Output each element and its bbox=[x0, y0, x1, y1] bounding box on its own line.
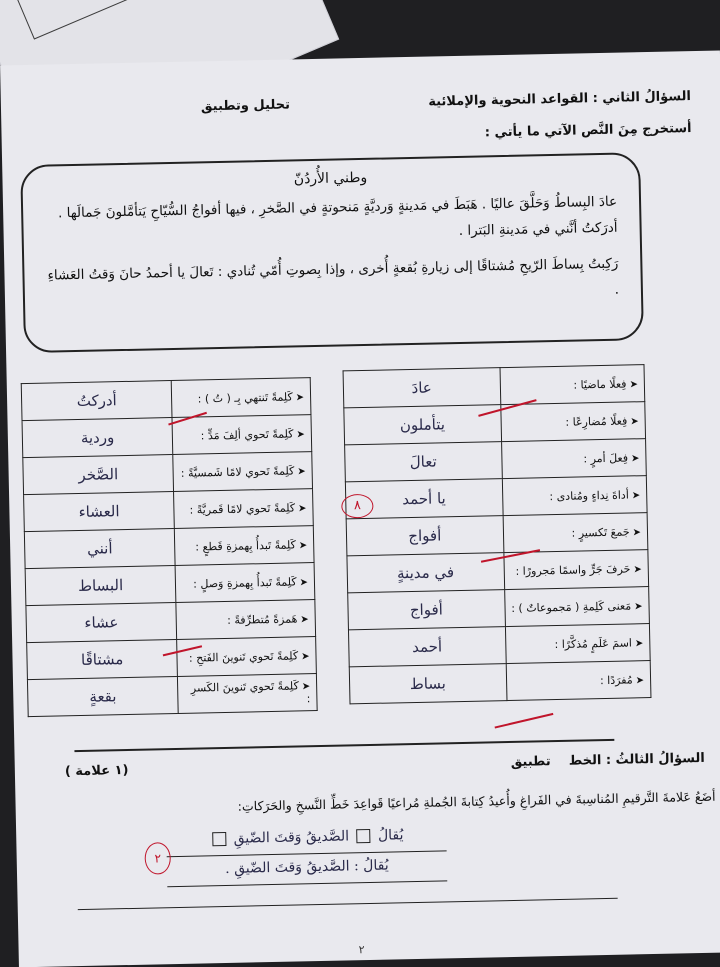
arrow-icon: ➤ bbox=[631, 489, 641, 501]
arrow-icon: ➤ bbox=[634, 600, 643, 612]
prompt-label: حَرفَ جَرٍّ واسمًا مَجرورًا : bbox=[515, 561, 631, 578]
arrow-icon: ➤ bbox=[630, 415, 639, 427]
answer-cell: يتأملون bbox=[344, 405, 501, 445]
prompt-label: مَعنى كَلِمةِ ( مَجموعاتٌ ) : bbox=[511, 598, 632, 615]
arrow-icon: ➤ bbox=[297, 465, 306, 477]
left-answer-table bbox=[21, 377, 318, 717]
arrow-icon: ➤ bbox=[633, 563, 642, 575]
passage-paragraph-1: عادَ البِساطُ وَحَلَّقَ عاليًا . هَبَطَ في مَدينةٍ وَرديَّةٍ مَنحوتةٍ في الصَّخرِ ، فيها أفواجُ السُّيّاحِ يَتأمَّلونَ جَمالَها . أدرَكتُ أنَّني في مَدينةِ البَترا . bbox=[57, 193, 618, 239]
answer-cell: بساط bbox=[349, 664, 506, 704]
answer-cell: أنني bbox=[24, 528, 175, 568]
answer-cell: وردية bbox=[22, 418, 173, 458]
page-number: ٢ bbox=[358, 943, 365, 957]
answer-cell: الصَّخر bbox=[23, 455, 174, 495]
table-row bbox=[21, 378, 311, 421]
prompt-label: فِعلًا مُضارِعًا : bbox=[565, 413, 628, 429]
answer-cell: مشتاقًا bbox=[27, 639, 178, 679]
q3-grade-mark: ٢ bbox=[144, 842, 171, 875]
table-row bbox=[343, 365, 645, 408]
arrow-icon: ➤ bbox=[630, 452, 640, 464]
answer-cell: عشاء bbox=[26, 602, 177, 642]
right-answer-table bbox=[343, 364, 652, 704]
q2-title: السؤالُ الثاني : القواعد النحوية والإملائية bbox=[428, 89, 692, 110]
q3-title: السؤالُ الثالثُ : الخط bbox=[568, 750, 705, 769]
q3-header bbox=[55, 750, 705, 780]
worksheet-page bbox=[0, 50, 720, 967]
answer-cell: في مدينةٍ bbox=[347, 553, 504, 593]
table-row bbox=[24, 526, 314, 569]
q3-mark: (١ علامة ) bbox=[64, 763, 129, 780]
q3-word-2: الصَّديقُ وَقتَ الضّيقِ bbox=[233, 828, 350, 847]
prompt-label: أداةَ نِداءٍ ومُنادى : bbox=[549, 487, 629, 503]
passage-paragraph-2: رَكِبتُ بِساطَ الرّيحِ مُشتاقًا إلى زيارةِ بُقعةٍ أُخرى ، وإذا بِصوتِ أُمّي تُنادي : تَعالَ يا أحمدُ حانَ وَقتُ العَشاءِ . bbox=[47, 255, 620, 298]
arrow-icon: ➤ bbox=[301, 650, 310, 662]
answer-cell: العشاء bbox=[24, 491, 175, 531]
prompt-label: كَلِمةً تَبدأُ بِهمزةِ وَصلٍ : bbox=[193, 574, 297, 591]
prompt-label: كَلِمةً تَحوي تَنوينَ الكَسرِ : bbox=[190, 679, 311, 706]
blank-box-icon bbox=[212, 832, 226, 846]
arrow-icon: ➤ bbox=[296, 428, 305, 440]
answer-cell: بقعةٍ bbox=[27, 676, 178, 716]
table-row bbox=[344, 402, 646, 445]
prompt-label: كَلِمةً تَحوي لامًا قَمريَّةً : bbox=[189, 500, 296, 517]
arrow-icon: ➤ bbox=[634, 637, 644, 649]
prompt-label: جَمعَ تَكسيرٍ : bbox=[571, 524, 630, 540]
table-row bbox=[346, 513, 648, 556]
writing-line bbox=[167, 850, 447, 857]
arrow-icon: ➤ bbox=[635, 674, 645, 686]
blank-box-icon bbox=[356, 829, 370, 843]
prompt-label: كَلِمةً تَحوي ألِفَ مَدٍّ : bbox=[200, 426, 294, 442]
passage-box bbox=[20, 152, 644, 353]
prompt-label: كَلِمةً تَحوي لامًا شَمسيَّةً : bbox=[180, 463, 295, 480]
q3-word-1: يُقالُ bbox=[377, 827, 404, 844]
answer-cell: تعالَ bbox=[345, 442, 502, 482]
q2-grade-mark: ٨ bbox=[341, 494, 373, 519]
table-row bbox=[27, 674, 317, 717]
section-divider bbox=[74, 739, 614, 752]
table-row bbox=[22, 415, 312, 458]
table-row bbox=[349, 661, 651, 704]
writing-line bbox=[167, 880, 447, 887]
q3-instruction: أضَعُ عَلامةَ التَّرقيمِ المُناسِبةَ في الفَراغِ وأُعيدُ كِتابةَ الجُملةِ مُراعيًا قَواعِدَ خَطِّ النَّسخِ والحَرَكاتِ: bbox=[237, 788, 716, 814]
arrow-icon: ➤ bbox=[295, 391, 305, 403]
arrow-icon: ➤ bbox=[297, 502, 307, 514]
table-row bbox=[25, 563, 315, 606]
q2-subtitle: تحليل وتطبيق bbox=[200, 97, 291, 115]
prompt-label: اسمَ عَلَمٍ مُذكَّرًا : bbox=[554, 635, 633, 651]
answer-cell: أفواج bbox=[346, 516, 503, 556]
table-row bbox=[348, 587, 650, 630]
prompt-label: فِعلًا ماضيًا : bbox=[573, 376, 627, 392]
arrow-icon: ➤ bbox=[299, 576, 309, 588]
q3-sentence-line bbox=[166, 826, 446, 848]
arrow-icon: ➤ bbox=[301, 681, 311, 693]
prompt-label: فِعلَ أمرٍ : bbox=[583, 450, 629, 465]
prompt-label: هَمزةً مُتطرِّفةً : bbox=[227, 611, 298, 627]
answer-cell: أفواج bbox=[348, 590, 505, 630]
answer-cell: البساط bbox=[25, 565, 176, 605]
table-row bbox=[345, 439, 647, 482]
arrow-icon: ➤ bbox=[632, 526, 642, 538]
prompt-label: كَلِمةً تَحوي تَنوينَ الفَتحِ : bbox=[188, 648, 299, 665]
answer-cell: أدركتُ bbox=[21, 381, 172, 421]
table-row bbox=[345, 476, 647, 519]
prompt-label: كَلِمةً تَبدأُ بِهمزةِ قَطعٍ : bbox=[195, 537, 296, 554]
table-row bbox=[348, 624, 650, 667]
q2-header bbox=[31, 89, 691, 127]
bottom-divider bbox=[78, 898, 618, 910]
red-tick-line bbox=[495, 713, 554, 728]
answer-cell: يا أحمد bbox=[345, 479, 502, 519]
table-row bbox=[27, 637, 317, 680]
arrow-icon: ➤ bbox=[629, 378, 639, 390]
table-row bbox=[23, 452, 313, 495]
passage-title: وطني الأُردُنّ bbox=[293, 169, 368, 188]
arrow-icon: ➤ bbox=[298, 539, 308, 551]
table-row bbox=[347, 550, 649, 593]
arrow-icon: ➤ bbox=[300, 613, 309, 625]
table-row bbox=[24, 489, 314, 532]
q2-instruction: أستخرج مِنَ النَّص الآتي ما يأتي : bbox=[484, 121, 692, 141]
q3-rewritten-line: يُقالُ : الصَّديقُ وَقتَ الضّيقِ . bbox=[225, 857, 389, 877]
q3-subtitle: تطبيق bbox=[510, 754, 551, 770]
answer-cell: عادَ bbox=[343, 368, 500, 408]
prompt-label: مُفرَدًا : bbox=[599, 672, 633, 687]
prompt-label: كَلِمةً تَنتهي بِـ ( تُ ) : bbox=[197, 389, 293, 405]
answer-cell: أحمد bbox=[348, 627, 505, 667]
table-row bbox=[26, 600, 316, 643]
